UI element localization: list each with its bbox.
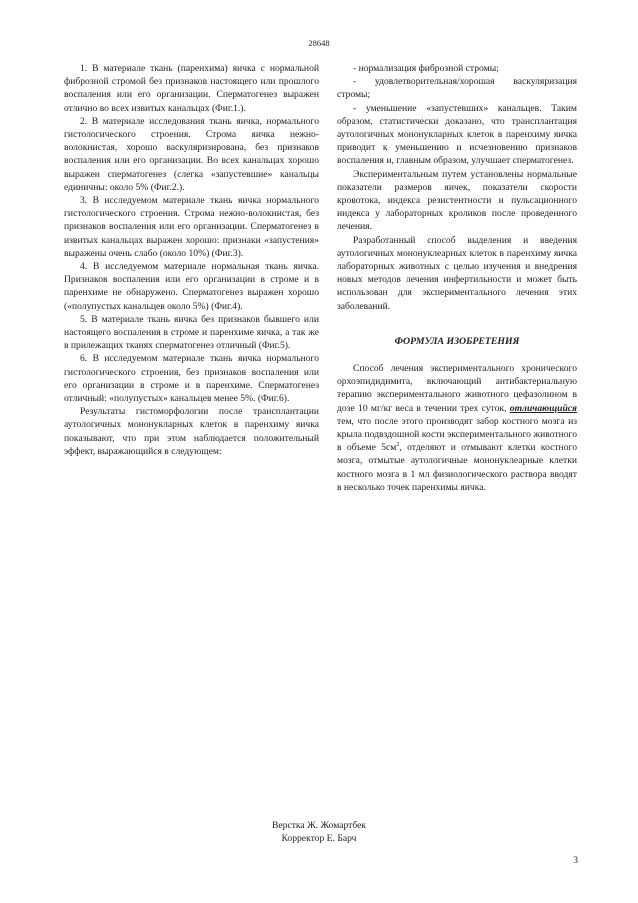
paragraph-method: Разработанный способ выделения и введения аутологичных мононуклеарных клеток в паренхиму яичка лабораторных животных с целью изучения и внедрения новых методов лечения инфертильности и может быть использован для экспериментального лечения этих заболеваний. <box>337 234 577 312</box>
right-column <box>337 62 577 494</box>
paragraph-3: 3. В исследуемом материале ткань яичка нормального гистологического строения. Строма нежно-волокнистая, без признаков воспаления или его организации. Сперматогенез в извитых канальцах выражен хорошо: признаки «запустения» выражены очень слабо (около 10%) (Фиг.3). <box>64 195 319 259</box>
claim-text-2: тем, что после этого производят забор костного мозга из крыла подвздошной кости экспериментального животного в объеме 5см <box>337 415 577 454</box>
results-paragraph: Результаты гистоморфологии после трансплантации аутологичных мононукларных клеток в паренхиму яичка показывают, что при этом наблюдается положительный эффект, выражающийся в следующем: <box>64 406 319 457</box>
paragraph-1: 1. В материале ткань (паренхима) яичка с нормальной фиброзной стромой без признаков настоящего или прошлого воспаления или его организации. Сперматогенез выражен отлично во всех извитых канальцах (Фиг.1.). <box>64 63 319 114</box>
left-column <box>64 62 319 458</box>
page-number: 3 <box>573 855 578 866</box>
list-item-stroma: - нормализация фиброзной стромы; <box>353 63 499 74</box>
claim-emphasis: отличающийся <box>509 402 577 414</box>
list-item-tubules: - уменьшение «запустевших» канальцев. Таким образом, статистически доказано, что трансплантация аутологичных мононукларных клеток в паренхиму яичка приводит к уменьшению и исчезновению признаков воспаления и, главным образом, улучшает сперматогенез. <box>337 102 577 167</box>
formula-title: ФОРМУЛА ИЗОБРЕТЕНИЯ <box>394 335 520 347</box>
claim-text-1: Способ лечения экспериментального хронического орхоэпидидимита, включающий антибактериальную терапию экспериментального животного цефазолином в дозе 10 мг/кг веса в течении трех суток, <box>337 363 577 414</box>
paragraph-4: 4. В исследуемом материале нормальная ткань яичка. Признаков воспаления или его организации в строме и в паренхиме не обнаружено. Сперматогенез выражен хорошо («полупустых канальцев около 5%) (Фиг.4). <box>64 261 319 312</box>
paragraph-6: 6. В исследуемом материале ткань яичка нормального гистологического строения, без признаков воспаления или его организации в строме и в паренхиме. Сперматогенез отличный: «полупустых» канальцев менее 5%. (Фиг.6). <box>64 353 319 405</box>
paragraph-5: 5. В материале ткань яичка без признаков бывшего или настоящего воспаления в строме и паренхиме яичка, а так же в прилежащих тканях сперматогенез отличный (Фиг.5). <box>64 313 319 352</box>
layout-credit: Верстка Ж. Жомартбек <box>272 820 366 831</box>
paragraph-2: 2. В материале исследования ткань яичка, нормального гистологического строения. Строма яичка нежно-волокнистая, хорошо васкуляризирована, без признаков воспаления или его организации. Во всех канальцах хорошо выражен сперматогенез (слегка «запустевшие» канальцы единичны: около 5% (Фиг.2.). <box>64 115 319 193</box>
paragraph-experimental: Экспериментальным путем установлены нормальные показатели размеров яичек, показатели скорости кровотока, индекса резистентности и пульсационного индекса у лабораторных кроликов после проведенного лечения. <box>337 168 577 233</box>
claim-text-3: , отделяют и отмывают клетки костного мозга, отмытые аутологичные мононуклеарные клетки костного мозга в 1 мл физиологического раствора вводят в несколько точек паренхимы яичка. <box>337 442 577 493</box>
claim-paragraph <box>337 362 577 494</box>
footer <box>0 820 638 845</box>
corrector-credit: Корректор Е. Барч <box>281 832 357 844</box>
document-number: 28648 <box>308 38 330 48</box>
claim-superscript: 2 <box>396 442 400 449</box>
list-item-vascularization: - удовлетворительная/хорошая васкуляризация стромы; <box>337 76 577 101</box>
